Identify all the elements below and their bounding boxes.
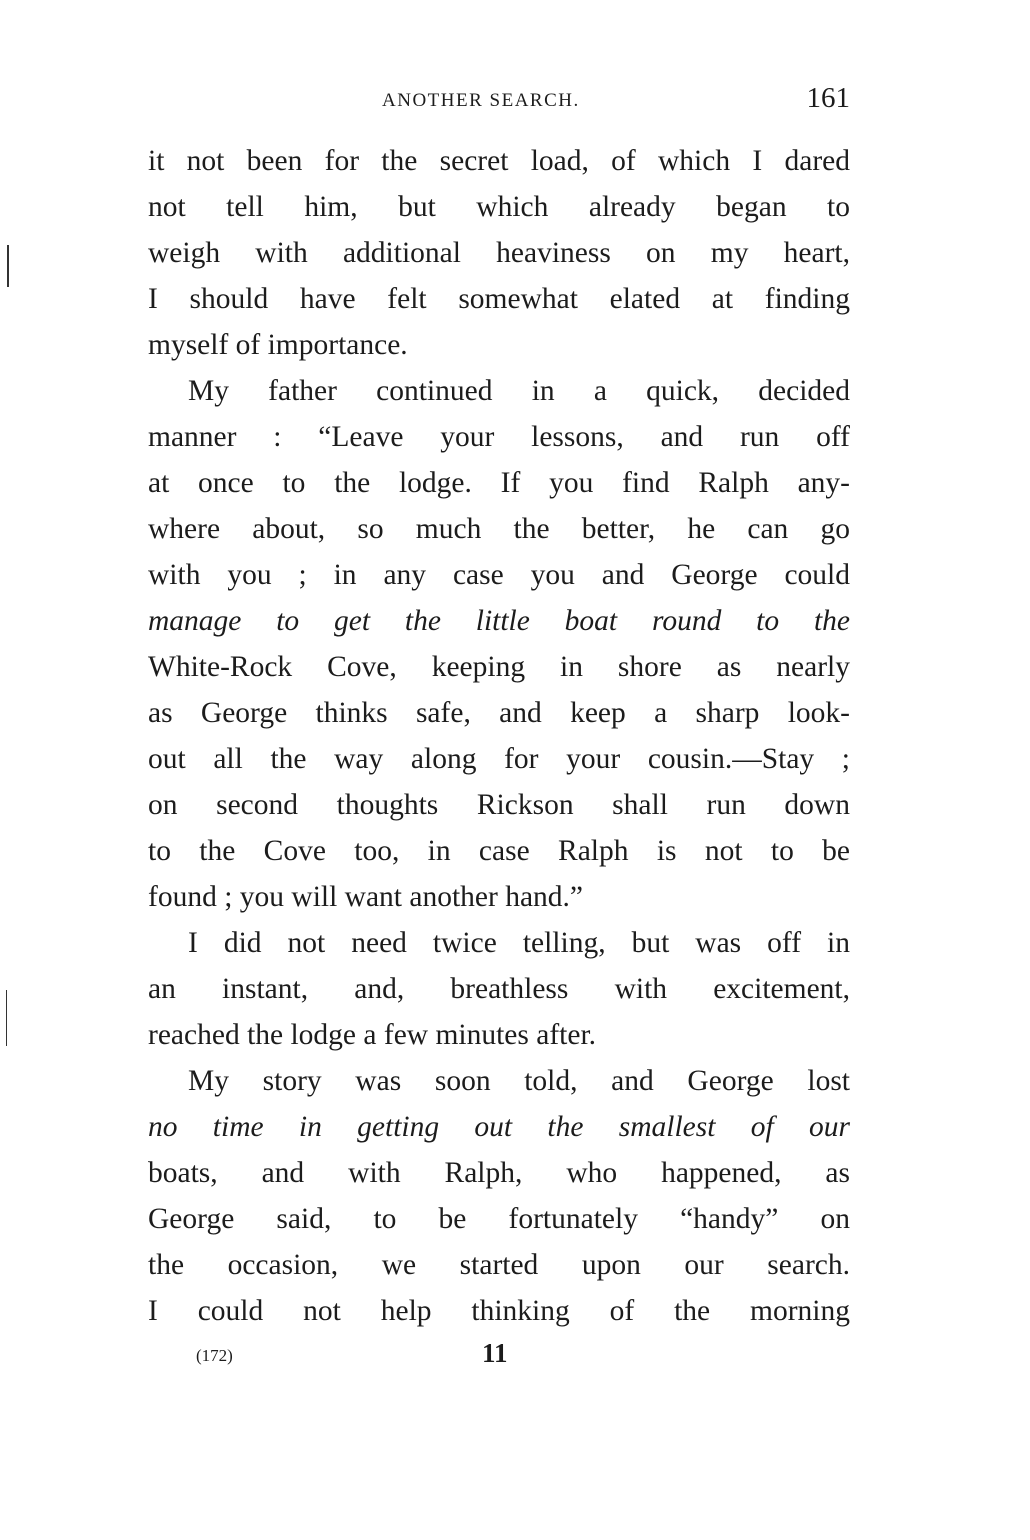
body-text — [148, 138, 850, 1334]
text-line: My father continued in a quick, decided — [188, 375, 850, 407]
text-line: the occasion, we started upon our search. — [148, 1249, 850, 1281]
text-line: myself of importance. — [148, 329, 408, 361]
margin-scan-mark — [7, 245, 9, 287]
text-line: as George thinks safe, and keep a sharp look- — [148, 697, 850, 729]
text-line: it not been for the secret load, of which I dared — [148, 145, 850, 177]
text-line: at once to the lodge. If you find Ralph any- — [148, 467, 850, 499]
text-line: I could not help thinking of the morning — [148, 1295, 850, 1327]
text-line: with you ; in any case you and George could — [148, 559, 850, 591]
text-line: found ; you will want another hand.” — [148, 881, 584, 913]
text-line: on second thoughts Rickson shall run down — [148, 789, 850, 821]
text-line: out all the way along for your cousin.—Stay ; — [148, 743, 850, 775]
text-line: to the Cove too, in case Ralph is not to be — [148, 835, 850, 867]
text-line: My story was soon told, and George lost — [188, 1065, 850, 1097]
text-line: manner : “Leave your lessons, and run off — [148, 421, 850, 453]
chapter-title: ANOTHER SEARCH. — [382, 90, 580, 111]
text-line: weigh with additional heaviness on my heart, — [148, 237, 850, 269]
text-line: an instant, and, breathless with excitement, — [148, 973, 850, 1005]
text-line: not tell him, but which already began to — [148, 191, 850, 223]
text-line: where about, so much the better, he can go — [148, 513, 850, 545]
margin-scan-mark — [6, 990, 7, 1046]
text-line: I should have felt somewhat elated at finding — [148, 283, 850, 315]
text-line: manage to get the little boat round to the — [148, 605, 850, 637]
text-line: reached the lodge a few minutes after. — [148, 1019, 597, 1051]
text-line: no time in getting out the smallest of our — [148, 1111, 850, 1143]
signature-mark: (172) — [196, 1346, 233, 1365]
page-number: 161 — [806, 82, 850, 114]
text-line: I did not need twice telling, but was off in — [188, 927, 850, 959]
text-line: George said, to be fortunately “handy” on — [148, 1203, 850, 1235]
text-line: White-Rock Cove, keeping in shore as nearly — [148, 651, 850, 683]
gathering-number: 11 — [482, 1338, 508, 1368]
page-footer — [148, 1338, 850, 1374]
running-head — [148, 84, 850, 118]
text-line: boats, and with Ralph, who happened, as — [148, 1157, 850, 1189]
